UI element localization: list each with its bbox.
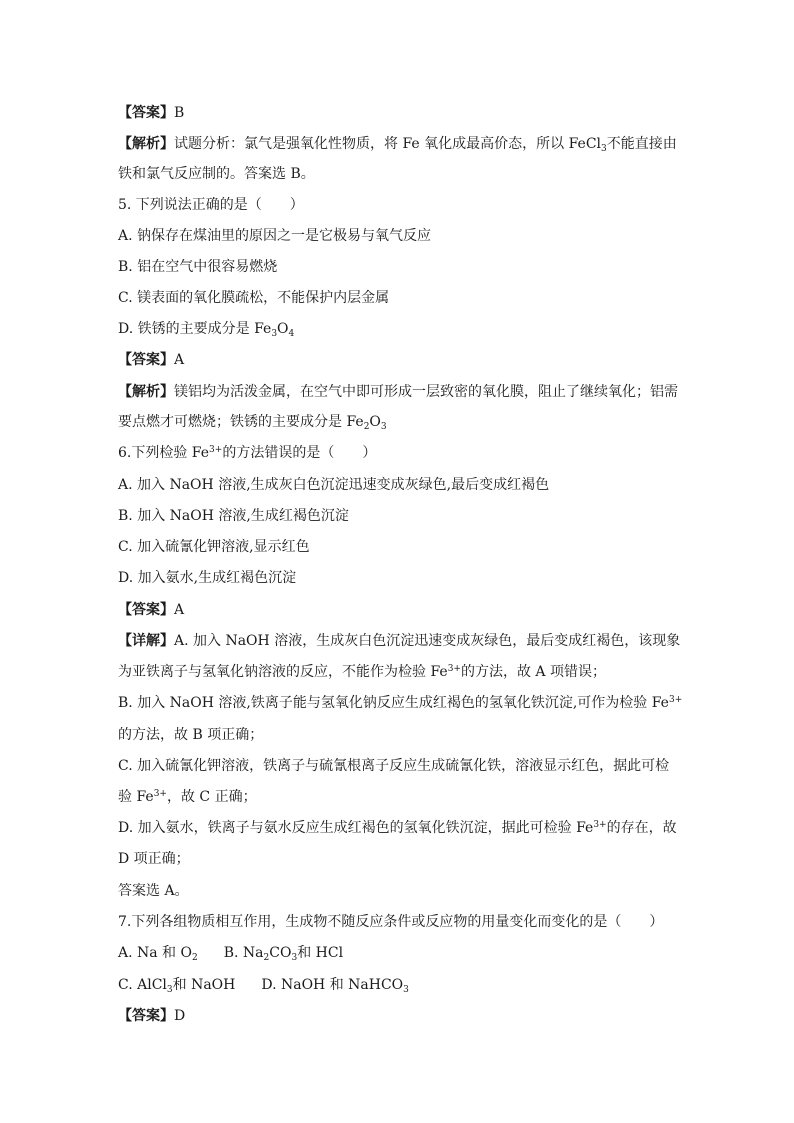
question-7: 7.下列各组物质相互作用，生成物不随反应条件或反应物的用量变化而变化的是（ ） xyxy=(118,914,664,930)
answer-value: B xyxy=(174,105,185,121)
q6-detail-d1: D. 加入氨水，铁离子与氨水反应生成红褐色的氢氧化铁沉淀，据此可检验 $Fe^{3+}$的存在，故 xyxy=(118,820,677,836)
q5-analysis: 【解析】镁铝均为活泼金属，在空气中即可形成一层致密的氧化膜，阻止了继续氧化；铝需 xyxy=(118,384,678,400)
analysis-line-2: 铁和氯气反应制的。答案选 B。 xyxy=(118,166,315,182)
q5-option-c: C. 镁表面的氧化膜疏松，不能保护内层金属 xyxy=(118,290,390,306)
q5-answer: 【答案】A xyxy=(118,352,185,368)
q6-option-b: B. 加入 NaOH 溶液,生成红褐色沉淀 xyxy=(118,508,349,524)
q6-detail-d2: D 项正确； xyxy=(118,851,190,867)
analysis-line: 【解析】试题分析：氯气是强氧化性物质，将 Fe 氧化成最高价态，所以 FeCl$_3$不能直接由 xyxy=(118,136,677,154)
question-6: 6.下列检验 $Fe^{3+}$的方法错误的是（ ） xyxy=(118,445,377,461)
q6-option-d: D. 加入氨水,生成红褐色沉淀 xyxy=(118,570,297,586)
q6-detail-c1: C. 加入硫氰化钾溶液，铁离子与硫氰根离子反应生成硫氰化铁，溶液显示红色，据此可检 xyxy=(118,758,670,774)
q6-option-a: A. 加入 NaOH 溶液,生成灰白色沉淀迅速变成灰绿色,最后变成红褐色 xyxy=(118,477,550,493)
q7-answer: 【答案】D xyxy=(118,1008,186,1024)
q6-detail-a1: 【详解】A. 加入 NaOH 溶液，生成灰白色沉淀迅速变成灰绿色，最后变成红褐色，该现象 xyxy=(118,633,681,649)
q6-detail-c2: 验 $Fe^{3+}$，故 C 正确； xyxy=(118,789,257,805)
q6-detail-a2: 为亚铁离子与氢氧化钠溶液的反应，不能作为检验 $Fe^{3+}$的方法，故 A 项错误； xyxy=(118,664,606,680)
q6-detail-b2: 的方法，故 B 项正确； xyxy=(118,727,264,743)
q5-option-b: B. 铝在空气中很容易燃烧 xyxy=(118,259,278,275)
q6-conclusion: 答案选 A。 xyxy=(118,883,189,899)
q7-options-cd xyxy=(118,975,678,995)
q6-answer: 【答案】A xyxy=(118,602,185,618)
q5-analysis-2: 要点燃才可燃烧；铁锈的主要成分是 $Fe_2O_3$ xyxy=(118,414,387,432)
q6-option-c: C. 加入硫氰化钾溶液,显示红色 xyxy=(118,539,310,555)
question-5: 5. 下列说法正确的是（ ） xyxy=(118,197,304,213)
q7-option-d: D. NaOH 和 NaHCO$_3$ xyxy=(261,977,409,995)
q6-detail-b1: B. 加入 NaOH 溶液,铁离子能与氢氧化钠反应生成红褐色的氢氧化铁沉淀,可作为检验 $Fe^{3+}$ xyxy=(118,695,683,711)
q5-option-d: D. 铁锈的主要成分是 $Fe_3O_4$ xyxy=(118,321,295,339)
answer-label: 【答案】 xyxy=(118,105,174,121)
answer-line xyxy=(118,103,678,123)
q7-option-a: A. Na 和 $O_2$ xyxy=(118,945,198,963)
q7-option-c: C. AlCl$_3$和 NaOH xyxy=(118,977,236,995)
q5-option-a: A. 钠保存在煤油里的原因之一是它极易与氧气反应 xyxy=(118,228,432,244)
q7-options-ab xyxy=(118,943,678,963)
q7-option-b: B. $Na_2CO_3$和 HCl xyxy=(223,945,344,963)
analysis-label: 【解析】 xyxy=(118,136,174,152)
